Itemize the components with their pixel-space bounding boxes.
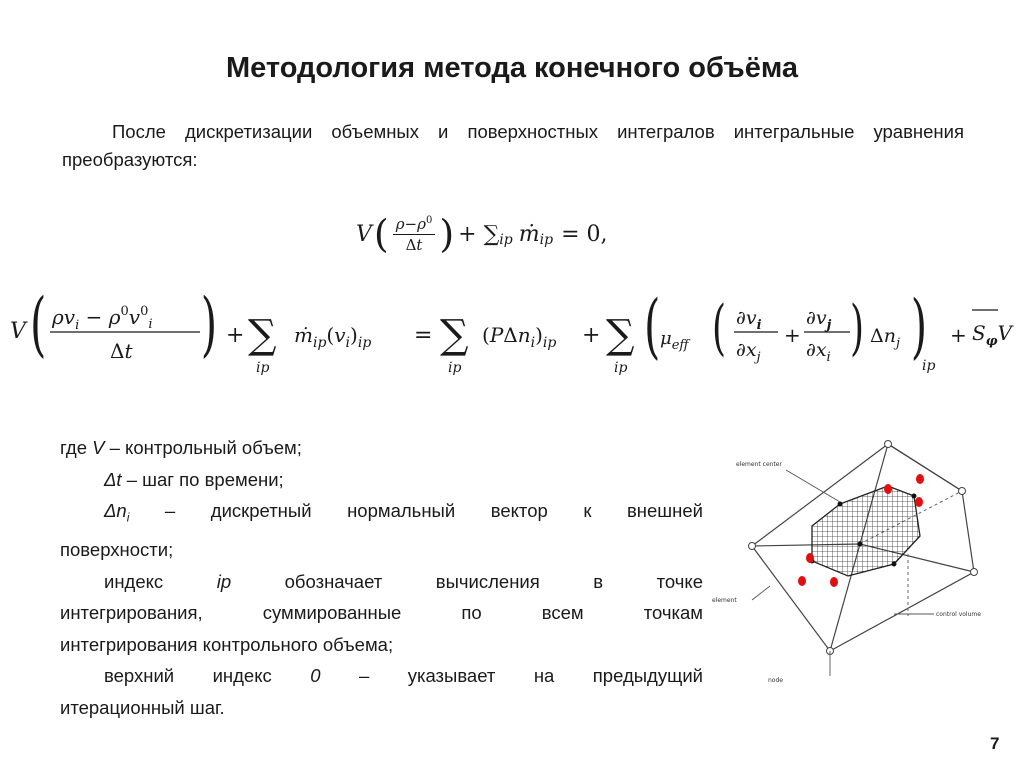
control-volume-polygon — [812, 486, 920, 576]
svg-text:ip: ip — [922, 358, 936, 374]
svg-text:∑: ∑ — [606, 312, 635, 358]
svg-text:ip: ip — [448, 360, 462, 376]
svg-text:μeff: $\mu_{eff}$ — [660, 328, 689, 353]
label-control-volume: control volume — [936, 611, 981, 618]
svg-text:ip: ip — [256, 360, 270, 376]
label-element: element — [712, 597, 737, 604]
svg-text:∑: ∑ — [440, 312, 469, 358]
definition-volume: где V – контрольный объем; — [60, 437, 302, 458]
definition-ip-index-cont-2: интегрирования контрольного объема; — [60, 633, 394, 655]
svg-text:∂xj: $\partial x_j$ — [736, 339, 761, 365]
svg-text:+: + — [582, 323, 601, 348]
svg-text:(: ( — [29, 282, 47, 365]
control-volume-diagram — [712, 436, 1012, 696]
definition-timestep: Δt – шаг по времени; — [104, 468, 284, 490]
svg-text:∂xi: $\partial x_i$ — [806, 339, 831, 365]
svg-text:(PΔni)ip: $(P\Delta n_i)_{ip}$ — [482, 323, 557, 351]
svg-text:+: + — [226, 323, 245, 348]
svg-text:=: = — [414, 323, 433, 348]
page-number: 7 — [990, 734, 1000, 753]
definition-ip-index-cont-1: интегрирования, суммированные по всем точкам — [60, 602, 703, 624]
svg-text:+: + — [784, 323, 801, 347]
svg-text:(: ( — [712, 292, 727, 363]
svg-text:∂vj: $\partial v_j$ — [806, 307, 832, 333]
svg-text:+: + — [950, 323, 967, 347]
label-element-center: element center — [736, 461, 782, 468]
definitions-list — [60, 432, 703, 723]
definition-superscript: верхний индекс 0 – указывает на предыдущий — [104, 665, 703, 687]
svg-text:): ) — [850, 292, 865, 363]
label-node: node — [768, 677, 783, 684]
svg-text:(: ( — [644, 284, 661, 367]
continuity-equation: V ( $\frac{\rho-\rho^0}{\Delta t}$ ) + ∑ ip ṁ ip = 0, — [356, 212, 608, 256]
svg-text:∑: ∑ — [248, 312, 277, 358]
momentum-equation — [8, 282, 1020, 382]
svg-text:∂vi: $\partial v_i$ — [736, 307, 762, 333]
svg-text:ρvi − ρ0v0i: $\rho v_i - \rho^0v^0_i$ — [52, 304, 153, 333]
svg-text:): ) — [200, 282, 218, 365]
svg-text:V: V — [10, 319, 26, 344]
slide-title: Методология метода конечного объёма — [225, 52, 799, 84]
svg-text:ip: ip — [614, 360, 628, 376]
intro-paragraph: После дискретизации объемных и поверхностных интегралов интегральные уравнения преобразуются: — [62, 121, 964, 170]
definition-normal-vector-cont: поверхности; — [60, 539, 174, 561]
svg-text:SφV: $S_\varphi V$ — [972, 321, 1012, 349]
svg-text:Δt: Δt — [110, 339, 133, 363]
svg-text:): ) — [910, 284, 928, 367]
definition-superscript-cont: итерационный шаг. — [60, 696, 225, 718]
svg-text:ṁip(vi)ip: $ṁ_{ip}(v_i)_{ip}$ — [294, 323, 372, 351]
svg-text:Δnj: $\Delta n_j$ — [870, 325, 901, 351]
definition-normal-vector: $\Delta n_i$ – дискретный нормальный вектор к внешней — [104, 500, 703, 525]
definition-ip-index: индекс ip обозначает вычисления в точке — [104, 570, 703, 592]
